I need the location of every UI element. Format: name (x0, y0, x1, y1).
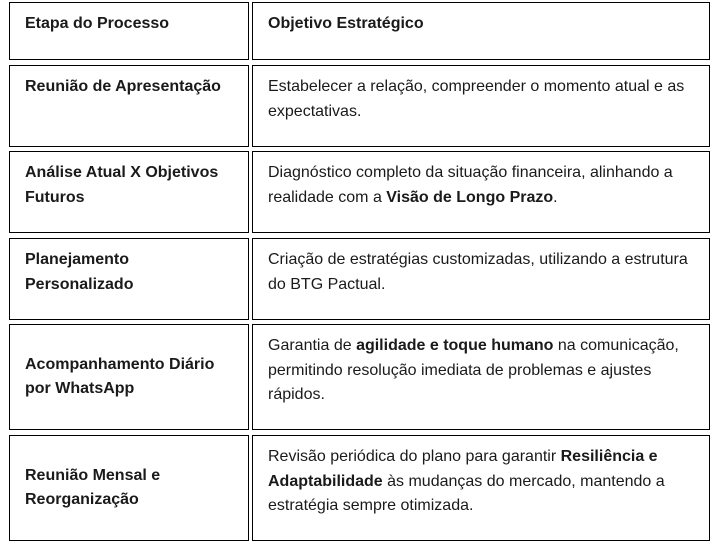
header-stage-label: Etapa do Processo (25, 15, 170, 32)
objective-cell-2 (252, 151, 710, 233)
objective-cell-4 (252, 324, 710, 430)
objective-emphasis: Visão de Longo Prazo (386, 188, 554, 206)
objective-emphasis: Resiliência e Adaptabilidade (268, 448, 658, 490)
objective-emphasis: agilidade e toque humano (356, 337, 554, 354)
stage-label-4: Acompanhamento Diário por WhatsApp (25, 355, 215, 397)
header-stage-cell (9, 2, 249, 60)
stage-cell-2 (9, 151, 249, 233)
header-objective-cell (252, 2, 710, 60)
objective-segment: . (553, 188, 558, 206)
objective-text-2 (268, 161, 699, 210)
objective-segment: Diagnóstico completo da situação financeira, alinhando a realidade com a (268, 164, 673, 206)
stage-label-1: Reunião de Apresentação (25, 78, 221, 95)
stage-cell-4 (9, 324, 249, 430)
header-objective-label: Objetivo Estratégico (268, 15, 424, 32)
stage-label-3: Planejamento Personalizado (25, 251, 134, 293)
stage-label-2: Análise Atual X Objetivos Futuros (25, 164, 219, 206)
objective-segment: Estabelecer a relação, compreender o momento atual e as expectativas. (268, 78, 685, 120)
objective-segment: Garantia de (268, 337, 357, 354)
objective-segment: às mudanças do mercado, mantendo a estratégia sempre otimizada. (268, 472, 665, 514)
objective-segment: Criação de estratégias customizadas, utilizando a estrutura do BTG Pactual. (268, 251, 688, 293)
stage-cell-1 (9, 65, 249, 147)
stage-cell-5 (9, 435, 249, 541)
objective-cell-5 (252, 435, 710, 541)
objective-cell-1 (252, 65, 710, 147)
stage-cell-3 (9, 238, 249, 320)
objective-cell-3 (252, 238, 710, 320)
objective-text-3 (268, 248, 699, 297)
stage-label-5: Reunião Mensal e Reorganização (25, 466, 161, 508)
objective-segment: na comunicação, permitindo resolução imediata de problemas e ajustes rápidos. (268, 337, 679, 403)
objective-text-5 (268, 445, 699, 519)
objective-text-1 (268, 75, 699, 124)
objective-segment: Revisão periódica do plano para garantir (268, 448, 561, 465)
objective-text-4 (268, 334, 699, 408)
